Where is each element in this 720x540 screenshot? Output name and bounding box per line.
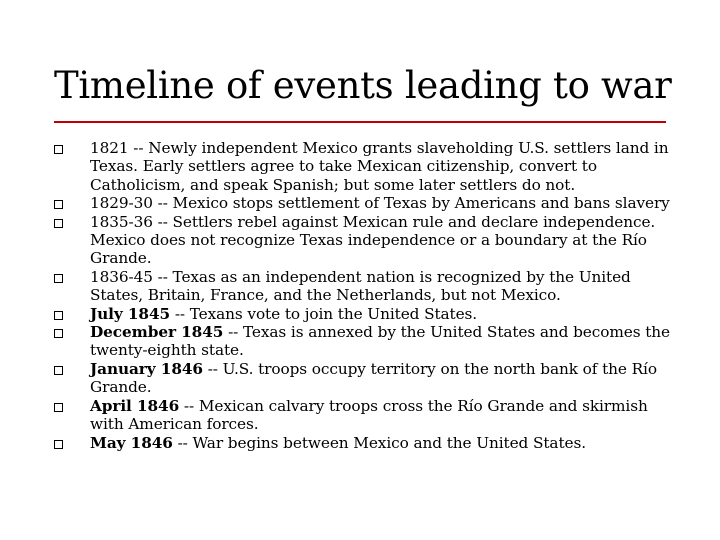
- timeline-description: -- Texas is annexed by the United States and becomes the twenty-eighth state.: [90, 323, 670, 360]
- timeline-date: April 1846: [90, 396, 180, 415]
- timeline-item: [50, 397, 674, 434]
- hollow-square-bullet-icon: [54, 200, 63, 209]
- timeline-date: January 1846: [90, 359, 203, 378]
- hollow-square-bullet-icon: [54, 219, 63, 228]
- timeline-date: 1835-36: [90, 212, 153, 231]
- timeline-item: [50, 434, 674, 452]
- hollow-square-bullet-icon: [54, 145, 63, 154]
- hollow-square-bullet-icon: [54, 366, 63, 375]
- timeline-description: -- Newly independent Mexico grants slaveholding U.S. settlers land in Texas. Early settlers agree to take Mexican citizenship, convert to Catholicism, and speak Spanish; but some later settlers do not.: [90, 139, 669, 194]
- timeline-date: 1821: [90, 139, 129, 157]
- timeline-list: [50, 139, 674, 452]
- timeline-date: May 1846: [90, 433, 173, 452]
- title-divider: [54, 121, 666, 123]
- hollow-square-bullet-icon: [54, 403, 63, 412]
- timeline-date: July 1845: [90, 304, 171, 323]
- timeline-description: -- U.S. troops occupy territory on the north bank of the Río Grande.: [90, 359, 657, 397]
- timeline-item: [50, 213, 674, 268]
- hollow-square-bullet-icon: [54, 329, 63, 338]
- timeline-description: -- Texans vote to join the United States.: [170, 304, 478, 323]
- hollow-square-bullet-icon: [54, 274, 63, 283]
- timeline-item: [50, 139, 674, 194]
- slide-title: Timeline of events leading to war: [54, 64, 672, 107]
- timeline-date: 1836-45: [90, 267, 153, 286]
- timeline-description: -- Mexico stops settlement of Texas by Americans and bans slavery: [152, 194, 670, 213]
- timeline-description: -- War begins between Mexico and the United States.: [172, 433, 586, 452]
- timeline-date: December 1845: [90, 323, 224, 342]
- timeline-item: [50, 305, 674, 323]
- timeline-description: -- Texas as an independent nation is recognized by the United States, Britain, France, and the Netherlands, but not Mexico.: [90, 267, 631, 305]
- hollow-square-bullet-icon: [54, 311, 63, 320]
- timeline-item: [50, 323, 674, 360]
- timeline-date: 1829-30: [90, 194, 153, 213]
- hollow-square-bullet-icon: [54, 440, 63, 449]
- timeline-item: [50, 268, 674, 305]
- timeline-item: [50, 194, 674, 212]
- timeline-description: -- Mexican calvary troops cross the Río Grande and skirmish with American forces.: [90, 396, 648, 434]
- timeline-item: [50, 360, 674, 397]
- timeline-description: -- Settlers rebel against Mexican rule and declare independence. Mexico does not recognize Texas independence or a boundary at the Río Grande.: [90, 212, 656, 268]
